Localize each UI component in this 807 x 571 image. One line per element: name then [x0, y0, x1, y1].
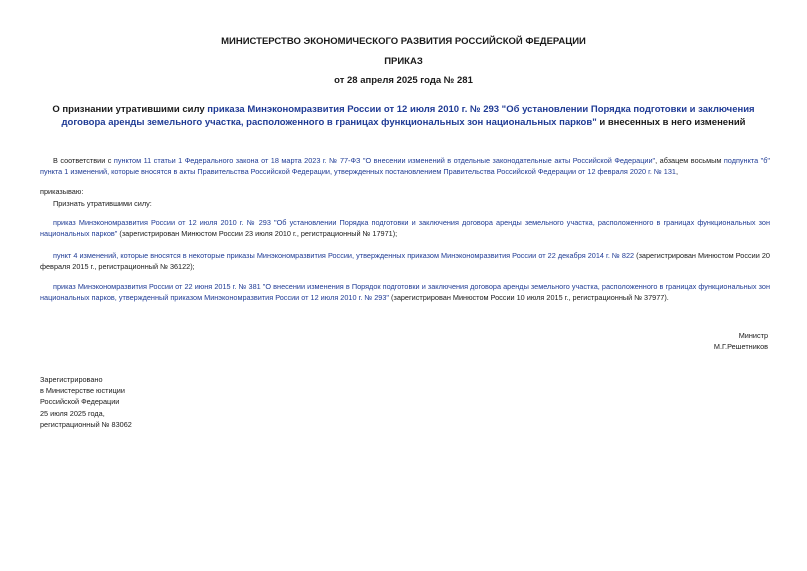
preamble-link-law[interactable]: пунктом 11 статьи 1 Федерального закона от 18 марта 2023 г. № 77-ФЗ "О внесении изменений в отдельные законодательные акты Российской Федерации"	[113, 156, 656, 165]
document-title	[40, 104, 767, 129]
registration-block	[40, 374, 240, 430]
preamble-paragraph	[40, 155, 770, 177]
registration-line: регистрационный № 83062	[40, 419, 132, 429]
item-link-order-822[interactable]: пункт 4 изменений, которые вносятся в некоторые приказы Минэкономразвития России, утвержденных приказом Минэкономразвития России от 22 декабря 2014 г. № 822	[53, 251, 635, 260]
registration-line: в Министерстве юстиции	[40, 386, 125, 396]
order-word: приказываю:	[40, 187, 84, 196]
item-registration-text: (зарегистрирован Минюстом России 23 июля 2010 г., регистрационный № 17971);	[117, 229, 398, 239]
list-item	[40, 250, 770, 272]
item-registration-text: (зарегистрирован Минюстом России 20 февраля 2015 г., регистрационный № 36122);	[40, 251, 770, 272]
list-item	[40, 281, 770, 303]
title-suffix: и внесенных в него изменений	[596, 116, 746, 128]
item-registration-text: (зарегистрирован Минюстом России 10 июля 2015 г., регистрационный № 37977).	[389, 293, 669, 303]
document-type: ПРИКАЗ	[384, 56, 423, 67]
item-link-order-293[interactable]: приказ Минэкономразвития России от 12 июля 2010 г. № 293 "Об установлении Порядка подготовки и заключения договора аренды земельного участка, расположенного в границах функциональных зон национальных парков"	[40, 218, 770, 239]
registration-line: 25 июля 2025 года,	[40, 408, 105, 418]
registration-line: Российской Федерации	[40, 397, 120, 407]
item-link-order-381[interactable]: приказ Минэкономразвития России от 22 июня 2015 г. № 381 "О внесении изменения в Порядок подготовки и заключения договора аренды земельного участка, расположенного в границах функциональных зон национальных парков, утвержденный приказом Минэкономразвития России от 12 июля 2010 г. № 293"	[40, 282, 770, 303]
preamble-link-resolution[interactable]: подпункта "б" пункта 1 изменений, которые вносятся в акты Правительства Российской Федерации, утвержденных постановлением Правительства Российской Федерации от 12 февраля 2020 г. № 131	[40, 156, 771, 177]
preamble-text-1: В соответствии с	[53, 156, 114, 165]
title-link[interactable]: приказа Минэкономразвития России от 12 июля 2010 г. № 293 "Об установлении Порядка подготовки и заключения договора аренды земельного участка, расположенного в границах функциональных зон национальных парков"	[61, 104, 755, 128]
recognize-statement: Признать утратившими силу:	[53, 199, 152, 208]
signature-position: Министр	[738, 331, 768, 340]
list-item	[40, 217, 770, 239]
preamble-text-2: , абзацем восьмым	[655, 156, 724, 165]
document-date-number: от 28 апреля 2025 года № 281	[334, 75, 473, 86]
ministry-heading: МИНИСТЕРСТВО ЭКОНОМИЧЕСКОГО РАЗВИТИЯ РОССИЙСКОЙ ФЕДЕРАЦИИ	[221, 36, 586, 47]
registration-line: Зарегистрировано	[40, 375, 103, 384]
title-prefix: О признании утратившими силу	[52, 104, 208, 115]
preamble-text-3: ,	[675, 167, 678, 177]
signature-name: М.Г.Решетников	[713, 342, 768, 351]
